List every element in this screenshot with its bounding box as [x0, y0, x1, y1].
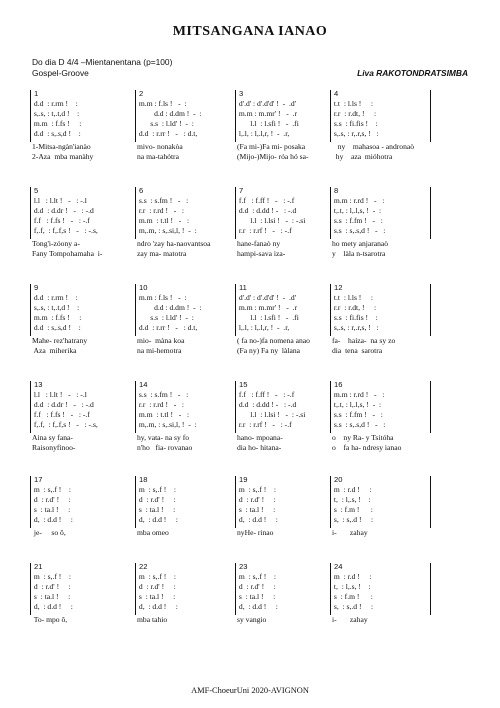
solfa-cell: m.m : t.tl ! - :: [137, 216, 190, 225]
bar-line: [135, 90, 136, 142]
solfa-cell: s : ta.l ! :: [137, 505, 176, 514]
solfa-cell: r.r : r.dt, ! :: [332, 109, 377, 118]
lyric-fragment: Aina sy fana-: [32, 433, 73, 442]
solfa-cell: d'.d' : d'.d'd' ! - .d': [237, 99, 297, 108]
solfa-cell: r.r : r.rd ! - :: [137, 400, 185, 409]
solfa-cell: m.m : t.tl ! - :: [137, 410, 190, 419]
solfa-cell: s,.s, : t,.t,d ! :: [32, 303, 80, 312]
bar-number: 20: [334, 475, 343, 484]
bar-line: [235, 476, 236, 528]
solfa-cell: r.r : r.rf ! - : -.f: [237, 226, 292, 235]
bar-number: 3: [239, 89, 244, 98]
solfa-cell: s.s : fi.fis ! :: [332, 119, 378, 128]
footer-text: AMF-ChoeurUni 2020-AVIGNON: [191, 686, 309, 695]
solfa-cell: d : r.d' ! :: [237, 582, 276, 591]
bar-number: 1: [34, 89, 39, 98]
solfa-cell: d : r.d' ! :: [237, 495, 276, 504]
solfa-cell: d.d : s,.s,d ! :: [32, 323, 81, 332]
bar-line: [330, 563, 331, 615]
solfa-cell: d.d : s,.s,d ! :: [32, 129, 81, 138]
solfa-cell: d.d : d.dr ! - : -.d: [32, 400, 94, 409]
key-line: Do dia D 4/4 –Mientanentana (p=100): [32, 57, 173, 67]
bar-number: 23: [239, 562, 248, 571]
solfa-cell: d.d : r.rr ! - : d.t,: [137, 129, 198, 138]
bar-line: [330, 90, 331, 142]
lyric-fragment: ( fa no-)fa nomena anao: [237, 336, 310, 345]
lyric-fragment: ndro 'zay ha-naovantsoa: [137, 239, 211, 248]
bar-line: [135, 381, 136, 433]
solfa-cell: s.s : s,.s,d ! - :: [332, 420, 386, 429]
solfa-cell: s : ta.l ! :: [137, 592, 176, 601]
solfa-cell: m : r.d ! :: [332, 572, 372, 581]
solfa-cell: d.d : d.dd ! - : -.d: [237, 400, 297, 409]
bar-number: 11: [239, 283, 247, 292]
solfa-cell: s.s : f.fm ! - :: [332, 410, 383, 419]
author-name: Liva RAKOTONDRATSIMBA: [357, 68, 468, 78]
solfa-cell: m : s,.f ! :: [237, 485, 277, 494]
bar-number: 7: [239, 186, 244, 195]
bar-line: [430, 476, 431, 528]
solfa-cell: f,.f, : f,.f,s ! - : -.s,: [32, 420, 98, 429]
solfa-cell: r.r : r.rf ! - : -.f: [237, 420, 292, 429]
solfa-cell: d, : d.d ! :: [137, 602, 178, 611]
lyric-fragment: na ma-tahótra: [137, 152, 179, 161]
lyric-fragment: (Fa mi-)Fa mi- posaka: [237, 142, 306, 151]
solfa-cell: d.d : d.dm ! - :: [137, 109, 202, 118]
bar-line: [235, 563, 236, 615]
bar-number: 12: [334, 283, 343, 292]
lyric-fragment: i- zahay: [332, 528, 368, 537]
solfa-cell: l,.l, : l,.l,r, ! - .r,: [237, 323, 290, 332]
solfa-cell: m : s,.f ! :: [32, 485, 72, 494]
bar-number: 15: [239, 380, 248, 389]
lyric-fragment: mba tahio: [137, 615, 168, 624]
solfa-cell: s : f.m ! :: [332, 592, 373, 601]
solfa-cell: s.s : s.fm ! - :: [137, 390, 189, 399]
solfa-cell: s.s : l.ld' ! - :: [137, 313, 194, 322]
lyric-fragment: mivo- nonakòa: [137, 142, 183, 151]
solfa-cell: d : r.d' ! :: [32, 582, 71, 591]
bar-number: 17: [34, 475, 43, 484]
solfa-cell: d.d : d.dr ! - : -.d: [32, 206, 94, 215]
solfa-cell: f.f : f.ff ! - : -.f: [237, 196, 295, 205]
solfa-cell: t, : l,.s, ! :: [332, 495, 371, 504]
bar-line: [330, 476, 331, 528]
solfa-cell: l.l : l.lt ! - : -.l: [32, 196, 87, 205]
bar-line: [430, 187, 431, 239]
solfa-cell: d.d : d.dm ! - :: [137, 303, 202, 312]
solfa-cell: d : r.d' ! :: [32, 495, 71, 504]
solfa-cell: s : ta.l ! :: [32, 592, 71, 601]
solfa-cell: m.m : f.ls ! - :: [137, 99, 187, 108]
lyric-fragment: hampi-sava iza-: [237, 249, 286, 258]
lyric-fragment: 1-Mitsa-ngàn'ianào: [32, 142, 91, 151]
bar-number: 14: [139, 380, 148, 389]
lyric-fragment: To- mpo ô,: [32, 615, 68, 624]
bar-line: [235, 90, 236, 142]
bar-number: 4: [334, 89, 339, 98]
solfa-cell: d, : d.d ! :: [137, 515, 178, 524]
solfa-cell: s : f.m ! :: [332, 505, 373, 514]
bar-number: 13: [34, 380, 43, 389]
solfa-cell: r.r : r.rd ! - :: [137, 206, 185, 215]
solfa-cell: m,.m, : s,.si,l, ! - :: [137, 420, 197, 429]
solfa-cell: f.f : f.fs ! - : -.f: [32, 410, 90, 419]
solfa-cell: m : s,.f ! :: [237, 572, 277, 581]
bar-line: [135, 187, 136, 239]
solfa-cell: f.f : f.ff ! - : -.f: [237, 390, 295, 399]
lyric-fragment: Raisonyfinoo-: [32, 443, 76, 452]
solfa-cell: d.d : r.rm ! :: [32, 99, 78, 108]
lyric-fragment: je- so ô,: [32, 528, 66, 537]
solfa-cell: s, : s,.d ! :: [332, 602, 374, 611]
solfa-cell: m : s,.f ! :: [32, 572, 72, 581]
solfa-cell: m.m : f.ls ! - :: [137, 293, 187, 302]
bar-line: [430, 284, 431, 336]
solfa-cell: s.s : s.fm ! - :: [137, 196, 189, 205]
lyric-fragment: 2-Aza mba manàhy: [32, 152, 94, 161]
solfa-cell: s.s : f.fm ! - :: [332, 216, 383, 225]
solfa-cell: r.r : r.dt, ! :: [332, 303, 377, 312]
solfa-cell: s, : s,.d ! :: [332, 515, 374, 524]
bar-line: [30, 563, 31, 615]
solfa-cell: m.m : r.rd ! - :: [332, 390, 385, 399]
bar-number: 24: [334, 562, 343, 571]
solfa-cell: t,.t, : l,.l,s, ! - :: [332, 400, 382, 409]
solfa-cell: m.m : m.mr' ! - .r: [237, 303, 298, 312]
bar-line: [235, 284, 236, 336]
bar-line: [30, 381, 31, 433]
lyric-fragment: dia tena sarotra: [332, 346, 383, 355]
bar-line: [235, 381, 236, 433]
solfa-cell: m,.m, : s,.si,l, ! - :: [137, 226, 197, 235]
bar-line: [135, 476, 136, 528]
lyric-fragment: i- zahay: [332, 615, 368, 624]
solfa-cell: l.l : l.lt ! - : -.l: [32, 390, 87, 399]
solfa-cell: s : ta.l ! :: [237, 592, 276, 601]
bar-number: 2: [139, 89, 144, 98]
solfa-cell: s : ta.l ! :: [237, 505, 276, 514]
solfa-cell: d.d : r.rm ! :: [32, 293, 78, 302]
solfa-cell: d : r.d' ! :: [137, 495, 176, 504]
solfa-cell: s.s : s,.s,d ! - :: [332, 226, 386, 235]
solfa-cell: l.l : l.lsi ! - : -.si: [237, 410, 306, 419]
solfa-cell: d.d : r.rr ! - : d.t,: [137, 323, 198, 332]
lyric-fragment: o fa ha- ndresy ianao: [332, 443, 402, 452]
solfa-cell: l,.l, : l,.l,r, ! - .r,: [237, 129, 290, 138]
solfa-cell: l.l : l.sfi ! - .fi: [237, 313, 299, 322]
solfa-cell: s : ta.l ! :: [32, 505, 71, 514]
lyric-fragment: sy vangio: [237, 615, 267, 624]
solfa-cell: s,.s, : r,.r,s, ! :: [332, 129, 379, 138]
bar-line: [30, 90, 31, 142]
solfa-cell: m.m : r.rd ! - :: [332, 196, 385, 205]
lyric-fragment: na mi-hemotra: [137, 346, 182, 355]
bar-line: [430, 563, 431, 615]
lyric-fragment: ho mety anjaranaò: [332, 239, 389, 248]
bar-line: [135, 563, 136, 615]
solfa-cell: s,.s, : r,.r,s, ! :: [332, 323, 379, 332]
bar-line: [330, 187, 331, 239]
lyric-fragment: Tong'i-zóony a-: [32, 239, 80, 248]
bar-number: 8: [334, 186, 339, 195]
solfa-cell: m : r.d ! :: [332, 485, 372, 494]
solfa-cell: t.t : l.ls ! :: [332, 293, 373, 302]
bar-number: 21: [34, 562, 43, 571]
lyric-fragment: hane-fanaò ny: [237, 239, 281, 248]
bar-line: [30, 284, 31, 336]
bar-number: 6: [139, 186, 144, 195]
bar-line: [430, 381, 431, 433]
solfa-cell: d, : d.d ! :: [32, 602, 73, 611]
page-title: MITSANGANA IANAO: [172, 24, 328, 39]
lyric-fragment: o ny Ra- y Tsitóha: [332, 433, 394, 442]
lyric-fragment: Aza miherika: [32, 346, 77, 355]
bar-number: 5: [34, 186, 39, 195]
solfa-cell: l.l : l.lsi ! - : -.si: [237, 216, 306, 225]
solfa-cell: s,.s, : t,.t,d ! :: [32, 109, 80, 118]
lyric-fragment: n'ho fia- rovanao: [137, 443, 193, 452]
lyric-fragment: (Fa ny) Fa ny làlana: [237, 346, 301, 355]
lyric-fragment: mba omeo: [137, 528, 169, 537]
solfa-cell: f.f : f.fs ! - : -.f: [32, 216, 90, 225]
bar-number: 16: [334, 380, 343, 389]
bar-number: 22: [139, 562, 148, 571]
bar-line: [235, 187, 236, 239]
solfa-cell: m.m : f.fs ! :: [32, 313, 82, 322]
bar-line: [330, 284, 331, 336]
lyric-fragment: fa- haiza- na sy zo: [332, 336, 396, 345]
bar-line: [30, 187, 31, 239]
solfa-cell: t, : l,.s, ! :: [332, 582, 371, 591]
bar-number: 19: [239, 475, 248, 484]
bar-line: [330, 381, 331, 433]
style-line: Gospel-Groove: [32, 68, 89, 78]
bar-number: 10: [139, 283, 148, 292]
lyric-fragment: mio- màna koa: [137, 336, 185, 345]
solfa-cell: s.s : l.ld' ! - :: [137, 119, 194, 128]
solfa-cell: l.l : l.sfi ! - .fi: [237, 119, 299, 128]
lyric-fragment: hy, vata- na sy fo: [137, 433, 190, 442]
solfa-cell: d'.d' : d'.d'd' ! - .d': [237, 293, 297, 302]
lyric-fragment: ny mahasoa - andronaò: [332, 142, 415, 151]
bar-line: [430, 90, 431, 142]
bar-line: [30, 476, 31, 528]
lyric-fragment: Mahe- rez'hatrany: [32, 336, 88, 345]
lyric-fragment: zay ma- matotra: [137, 249, 187, 258]
lyric-fragment: (Mijo-)Mijo- róa hó sa-: [237, 152, 309, 161]
lyric-fragment: hano- mpoana-: [237, 433, 283, 442]
lyric-fragment: nyHe- rinao: [237, 528, 274, 537]
solfa-cell: s.s : fi.fis ! :: [332, 313, 378, 322]
solfa-cell: d, : d.d ! :: [237, 515, 278, 524]
solfa-cell: d.d : d.dd ! - : -.d: [237, 206, 297, 215]
solfa-cell: m.m : m.mr' ! - .r: [237, 109, 298, 118]
solfa-cell: d, : d.d ! :: [237, 602, 278, 611]
lyric-fragment: dia ho- hitana-: [237, 443, 282, 452]
lyric-fragment: hy aza mióhotra: [332, 152, 393, 161]
lyric-fragment: y làla n-tsarotra: [332, 249, 386, 258]
bar-line: [135, 284, 136, 336]
solfa-cell: m.m : f.fs ! :: [32, 119, 82, 128]
solfa-cell: d, : d.d ! :: [32, 515, 73, 524]
solfa-cell: d : r.d' ! :: [137, 582, 176, 591]
lyric-fragment: Fany Tompohamaha i-: [32, 249, 103, 258]
solfa-cell: f,.f, : f,.f,s ! - : -.s,: [32, 226, 98, 235]
solfa-cell: t,.t, : l,.l,s, ! - :: [332, 206, 382, 215]
solfa-cell: m : s,.f ! :: [137, 572, 177, 581]
solfa-cell: m : s,.f ! :: [137, 485, 177, 494]
solfa-cell: t.t : l.ls ! :: [332, 99, 373, 108]
bar-number: 18: [139, 475, 148, 484]
bar-number: 9: [34, 283, 39, 292]
